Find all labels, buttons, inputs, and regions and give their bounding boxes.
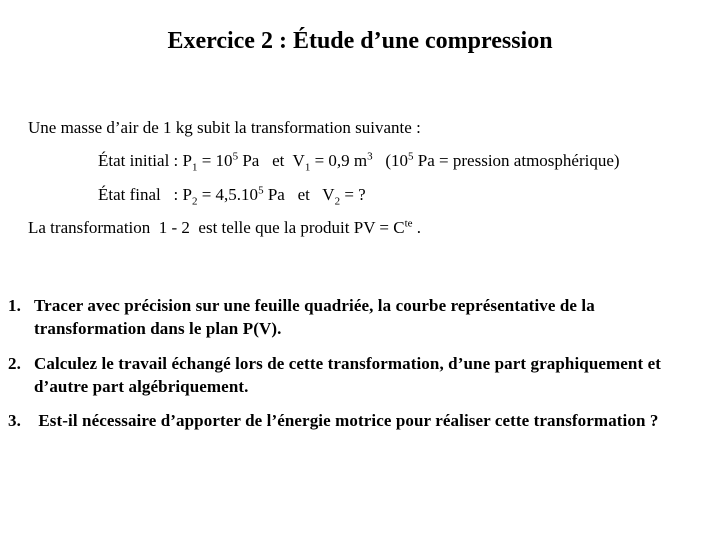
question-3 <box>8 409 708 432</box>
p2-value: = 4,5.10 <box>197 185 259 204</box>
constant-exponent: te <box>404 217 413 230</box>
p2-exponent: 5 <box>258 184 264 197</box>
question-1-number: 1. <box>8 296 21 315</box>
atm-note-exponent: 5 <box>408 150 414 163</box>
final-state-line <box>98 184 366 208</box>
v1-value: = 0,9 m <box>310 151 368 170</box>
p1-unit: Pa et V <box>238 151 305 170</box>
transformation-text: La transformation 1 - 2 est telle que la produit PV = C <box>28 218 405 237</box>
initial-state-label: État initial : P <box>98 151 192 170</box>
question-3-text: Est-il nécessaire d’apporter de l’énergie motrice pour réaliser cette transformation ? <box>34 411 659 430</box>
question-2-number: 2. <box>8 354 21 373</box>
exercise-title: Exercice 2 : Étude d’une compression <box>167 28 553 54</box>
atm-note-rest: Pa = pression atmosphérique) <box>413 151 620 170</box>
intro-text: Une masse d’air de 1 kg subit la transformation suivante : <box>28 118 421 137</box>
final-state-label: État final : P <box>98 185 192 204</box>
question-3-number: 3. <box>8 411 21 430</box>
initial-state-line <box>98 150 620 174</box>
p1-subscript: 1 <box>191 161 198 174</box>
question-2 <box>8 352 708 398</box>
transformation-line <box>28 218 421 238</box>
question-2-text: Calculez le travail échangé lors de cette transformation, d’une part graphiquement et d’autre part algébriquement. <box>34 354 661 396</box>
p1-exponent: 5 <box>232 150 239 163</box>
transformation-end: . <box>412 218 422 237</box>
v1-subscript: 1 <box>304 161 311 174</box>
v2-value: = ? <box>340 185 366 204</box>
atm-note-open: (10 <box>372 151 409 170</box>
v2-subscript: 2 <box>334 195 341 208</box>
p1-value: = 10 <box>197 151 233 170</box>
v1-exponent: 3 <box>367 150 373 163</box>
question-1-text: Tracer avec précision sur une feuille quadriée, la courbe représentative de la transformation dans le plan P(V). <box>34 296 595 338</box>
question-1 <box>8 294 708 340</box>
p2-unit: Pa et V <box>263 185 335 204</box>
p2-subscript: 2 <box>191 195 198 208</box>
